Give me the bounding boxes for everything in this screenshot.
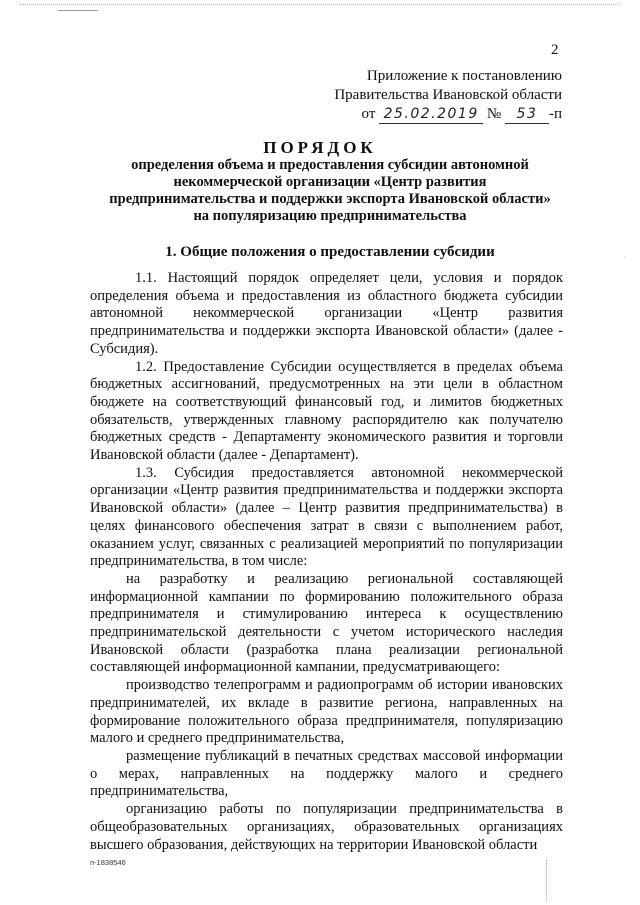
number-label: № xyxy=(486,106,502,122)
paragraph: 1.1. Настоящий порядок определяет цели, условия и порядок определения объема и предоставления из областного бюджета субсидии автономной некоммерческой организации «Центр развития предпринимательства и поддержки экспорта Ивановской области» (далее - Субсидия). xyxy=(90,270,563,357)
page-number: 2 xyxy=(551,42,559,58)
from-label: от xyxy=(361,106,376,122)
scan-edge-mark: · xyxy=(623,253,626,262)
scan-mark xyxy=(58,10,98,11)
scan-top-edge xyxy=(20,4,620,5)
paragraph: 1.2. Предоставление Субсидии осуществляется в пределах объема бюджетных ассигнований, предусмотренных на эти цели в областном бюджете на соответствующий финансовый год, и лимитов бюджетных обязательств, утвержденных главному распорядителю как получателю бюджетных средств - Департаменту экономического развития и торговли Ивановской области (далее - Департамент). xyxy=(90,358,563,464)
document-code: п-1838546 xyxy=(90,858,126,867)
handwritten-date: 25.02.2019 xyxy=(379,106,483,124)
document-body xyxy=(90,270,563,854)
document-title: ПОРЯДОК xyxy=(263,138,377,157)
handwritten-number: 53 xyxy=(505,106,549,124)
appendix-block xyxy=(262,67,562,124)
paragraph: размещение публикаций в печатных средствах массовой информации о мерах, направленных на поддержку малого и среднего предпринимательства, xyxy=(90,747,563,800)
scan-bottom-mark xyxy=(546,860,551,900)
paragraph: производство телепрограмм и радиопрограмм об истории ивановских предпринимателей, их вкладе в развитие региона, направленных на формирование положительного образа предпринимателя, популяризацию малого и среднего предпринимательства, xyxy=(90,677,563,747)
paragraph: на разработку и реализацию региональной составляющей информационной кампании по формированию положительного образа предпринимателя и стимулированию интереса к осуществлению предпринимательской деятельности с учетом исторического наследия Ивановской области (разработка плана реализации региональной составляющей информационной кампании, предусматривающего: xyxy=(90,570,563,676)
document-subtitle: определения объема и предоставления субсидии автономной некоммерческой организации «Центр развития предпринимательства и поддержки экспорта Ивановской области» на популяризацию предпринимательства xyxy=(109,157,551,224)
section-heading: 1. Общие положения о предоставлении субсидии xyxy=(165,244,495,260)
paragraph: 1.3. Субсидия предоставляется автономной некоммерческой организации «Центр развития предпринимательства и поддержки экспорта Ивановской области» (далее – Центр развития предпринимательства) в целях финансового обеспечения затрат в связи с выполнением работ, оказанием услуг, связанных с реализацией мероприятий по популяризации предпринимательства, в том числе: xyxy=(90,464,563,570)
appendix-date-line xyxy=(262,105,562,124)
number-suffix: -п xyxy=(548,106,562,122)
paragraph: организацию работы по популяризации предпринимательства в общеобразовательных организациях, образовательных организациях высшего образования, действующих на территории Ивановской области xyxy=(90,801,563,853)
appendix-line-2: Правительства Ивановской области xyxy=(334,87,562,103)
appendix-line-1: Приложение к постановлению xyxy=(366,68,562,84)
